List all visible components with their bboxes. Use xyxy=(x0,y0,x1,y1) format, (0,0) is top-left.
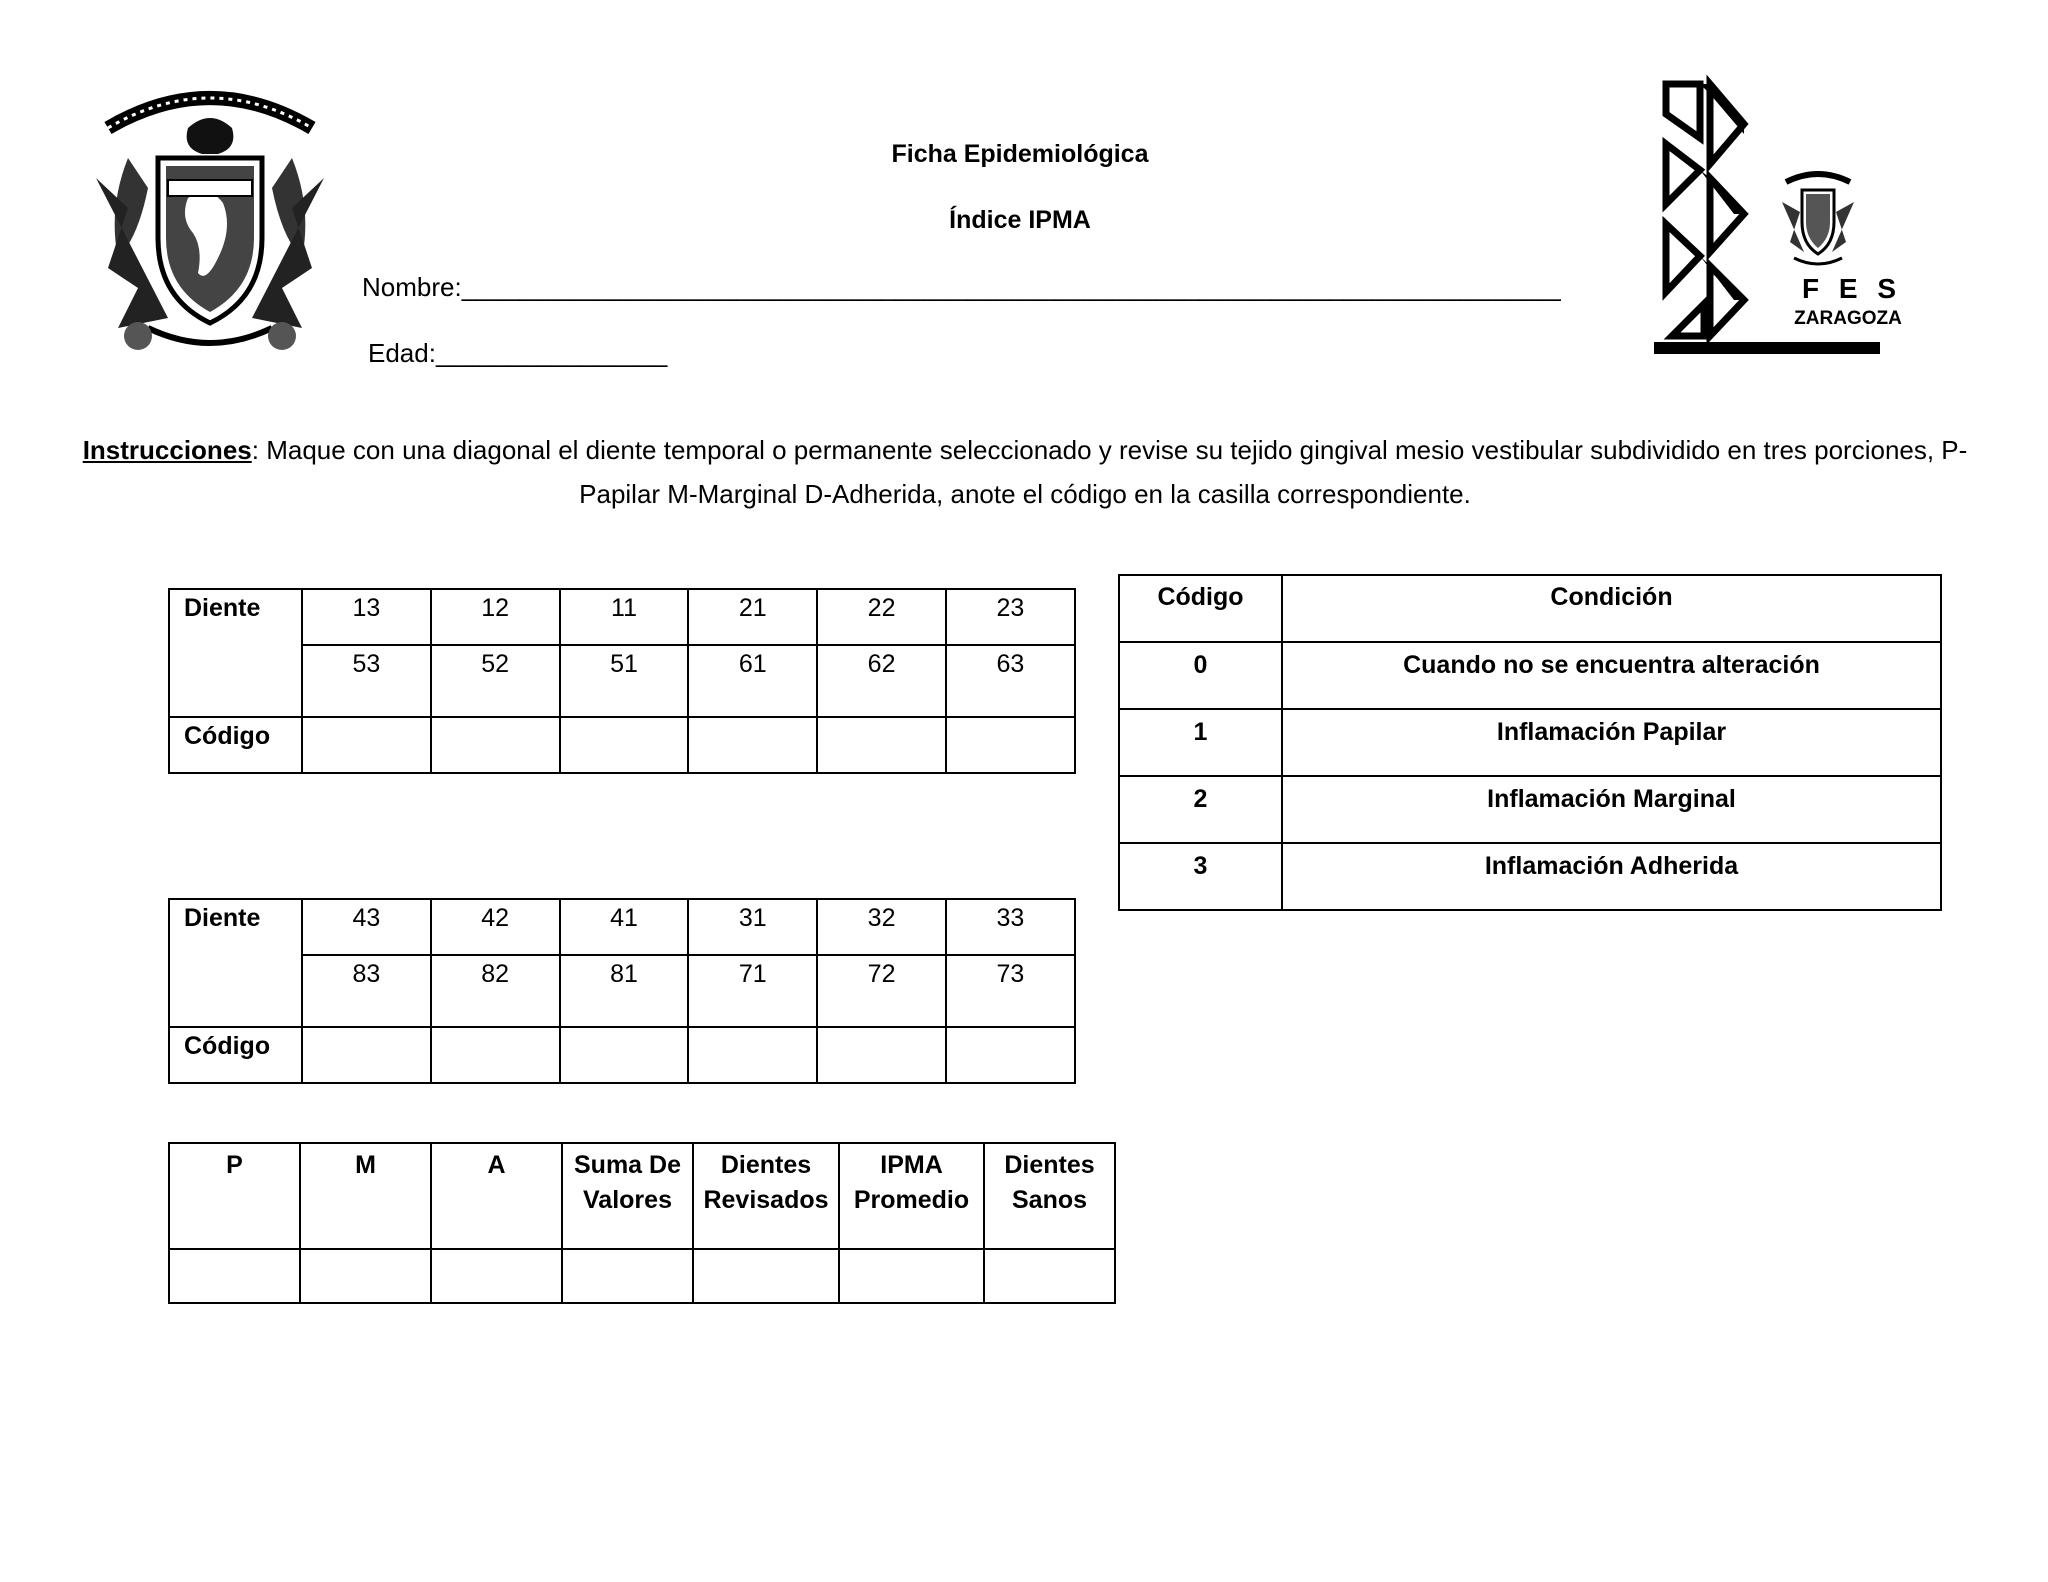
tooth-cell: 53 xyxy=(302,645,431,717)
summary-header-ipma: IPMA Promedio xyxy=(839,1143,984,1249)
code-condition-table xyxy=(1118,574,1942,911)
codigo-header: Código xyxy=(1119,575,1282,642)
summary-input-cell[interactable] xyxy=(169,1249,300,1303)
diente-label: Diente xyxy=(169,899,302,1027)
tooth-cell: 12 xyxy=(431,589,560,645)
tooth-cell: 82 xyxy=(431,955,560,1027)
code-input-cell[interactable] xyxy=(560,1027,689,1083)
summary-header-revisados: Dientes Revisados xyxy=(693,1143,839,1249)
zaragoza-logo-text: ZARAGOZA xyxy=(1794,308,1902,329)
summary-header-a: A xyxy=(431,1143,562,1249)
edad-field[interactable]: Edad:________________ xyxy=(368,338,668,368)
tooth-cell: 73 xyxy=(946,955,1075,1027)
summary-input-cell[interactable] xyxy=(431,1249,562,1303)
codigo-label: Código xyxy=(169,1027,302,1083)
codigo-label: Código xyxy=(169,717,302,773)
tooth-cell: 43 xyxy=(302,899,431,955)
code-input-cell[interactable] xyxy=(946,717,1075,773)
tooth-cell: 41 xyxy=(560,899,689,955)
code-value: 1 xyxy=(1119,709,1282,776)
tooth-cell: 72 xyxy=(817,955,946,1027)
lower-teeth-table xyxy=(168,898,1076,1084)
nombre-field[interactable]: Nombre:____________________________________________________________________________ xyxy=(362,272,1561,302)
code-input-cell[interactable] xyxy=(688,717,817,773)
tooth-cell: 83 xyxy=(302,955,431,1027)
fes-zaragoza-icon xyxy=(1652,74,1903,356)
tooth-cell: 62 xyxy=(817,645,946,717)
tooth-cell: 42 xyxy=(431,899,560,955)
tooth-cell: 22 xyxy=(817,589,946,645)
tooth-cell: 11 xyxy=(560,589,689,645)
code-input-cell[interactable] xyxy=(431,1027,560,1083)
unam-coat-of-arms-icon xyxy=(88,88,332,354)
code-input-cell[interactable] xyxy=(560,717,689,773)
summary-input-cell[interactable] xyxy=(839,1249,984,1303)
tooth-cell: 31 xyxy=(688,899,817,955)
summary-input-cell[interactable] xyxy=(984,1249,1115,1303)
fes-zaragoza-logo xyxy=(1652,74,1903,356)
code-input-cell[interactable] xyxy=(946,1027,1075,1083)
code-input-cell[interactable] xyxy=(688,1027,817,1083)
page-title: Ficha Epidemiológica xyxy=(891,140,1149,168)
code-input-cell[interactable] xyxy=(817,1027,946,1083)
instructions-text: : Maque con una diagonal el diente temporal o permanente seleccionado y revise su tejido gingival mesio vestibular subdividido en tres porciones, P-Papilar M-Marginal D-Adherida, anote el código en la casilla correspondiente. xyxy=(251,435,1968,509)
tooth-cell: 81 xyxy=(560,955,689,1027)
code-value: 0 xyxy=(1119,642,1282,709)
condition-value: Inflamación Adherida xyxy=(1282,843,1941,910)
summary-input-cell[interactable] xyxy=(300,1249,431,1303)
summary-input-cell[interactable] xyxy=(693,1249,839,1303)
code-input-cell[interactable] xyxy=(302,1027,431,1083)
condition-value: Cuando no se encuentra alteración xyxy=(1282,642,1941,709)
condition-value: Inflamación Papilar xyxy=(1282,709,1941,776)
tooth-cell: 52 xyxy=(431,645,560,717)
tooth-cell: 71 xyxy=(688,955,817,1027)
summary-header-m: M xyxy=(300,1143,431,1249)
tooth-cell: 13 xyxy=(302,589,431,645)
tooth-cell: 51 xyxy=(560,645,689,717)
condicion-header: Condición xyxy=(1282,575,1941,642)
fes-logo-text: F E S xyxy=(1801,273,1903,304)
summary-header-p: P xyxy=(169,1143,300,1249)
tooth-cell: 61 xyxy=(688,645,817,717)
summary-table xyxy=(168,1142,1116,1304)
tooth-cell: 23 xyxy=(946,589,1075,645)
code-value: 2 xyxy=(1119,776,1282,843)
page-subtitle: Índice IPMA xyxy=(949,206,1091,234)
code-value: 3 xyxy=(1119,843,1282,910)
summary-input-cell[interactable] xyxy=(562,1249,693,1303)
instructions xyxy=(80,428,1970,516)
tooth-cell: 33 xyxy=(946,899,1075,955)
summary-header-suma: Suma De Valores xyxy=(562,1143,693,1249)
upper-teeth-table xyxy=(168,588,1076,774)
code-input-cell[interactable] xyxy=(302,717,431,773)
tooth-cell: 21 xyxy=(688,589,817,645)
diente-label: Diente xyxy=(169,589,302,717)
tooth-cell: 63 xyxy=(946,645,1075,717)
instructions-label: Instrucciones xyxy=(82,435,252,465)
unam-coat-of-arms-logo xyxy=(88,88,332,354)
code-input-cell[interactable] xyxy=(431,717,560,773)
code-input-cell[interactable] xyxy=(817,717,946,773)
condition-value: Inflamación Marginal xyxy=(1282,776,1941,843)
summary-header-sanos: Dientes Sanos xyxy=(984,1143,1115,1249)
tooth-cell: 32 xyxy=(817,899,946,955)
